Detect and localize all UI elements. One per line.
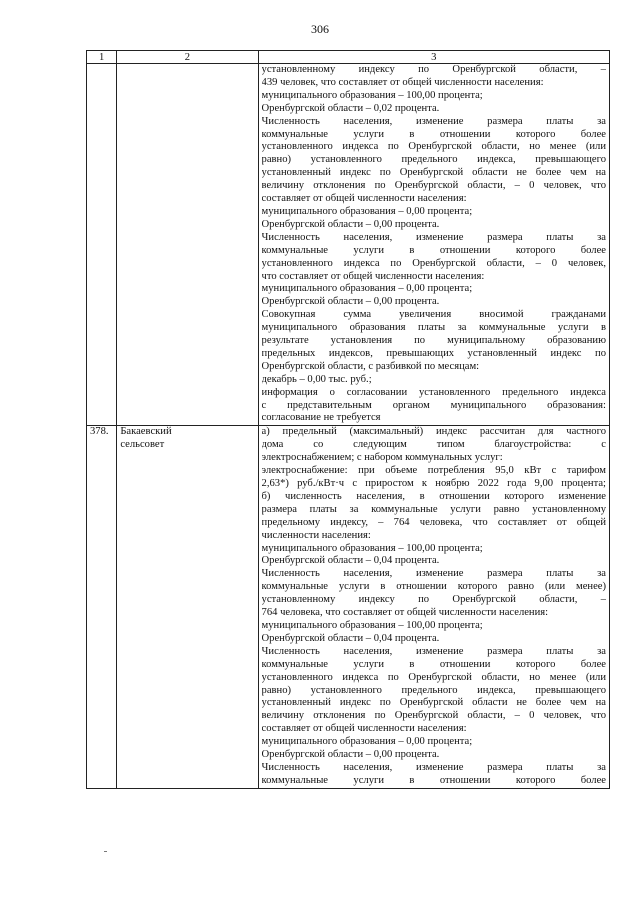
tariff-table: [86, 50, 610, 789]
text-line: коммунальные услуги в отношении которого более: [261, 658, 606, 670]
row-number-cell: [87, 64, 117, 426]
text-line: Численность населения, изменение размера платы за: [261, 568, 606, 580]
municipality-cell: [117, 64, 258, 426]
table-row-378: [87, 426, 610, 788]
scan-speck: [104, 851, 107, 852]
text-line: результате установления по муниципальному образованию: [261, 335, 606, 347]
text-line: коммунальные услуги в отношении которого более: [261, 128, 606, 140]
text-line: составляет от общей численности населения:: [261, 193, 467, 205]
page-number: 306: [311, 22, 329, 36]
text-line: коммунальные услуги в отношении которого равно (или менее): [261, 581, 606, 593]
text-line: установленному индексу по Оренбургской области, –: [261, 64, 606, 75]
text-line: Оренбургской области – 0,00 процента.: [261, 296, 440, 308]
text-line: муниципального образования – 100,00 процента;: [261, 542, 483, 554]
text-line: Оренбургской области – 0,04 процента.: [261, 632, 440, 644]
description-cell: [258, 426, 609, 788]
text-line: муниципального образования платы за коммунальные услуги в: [261, 322, 606, 334]
text-line: Оренбургской области – 0,00 процента.: [261, 218, 440, 230]
text-line: муниципального образования – 100,00 процента;: [261, 89, 483, 101]
text-line: установленного индекса по Оренбургской области, но менее (или: [261, 671, 606, 683]
text-line: установленный индекс по Оренбургской области не более чем на: [261, 167, 606, 179]
text-line: установленному индексу по Оренбургской области, –: [261, 594, 606, 606]
row-number-cell: 378.: [87, 426, 117, 788]
text-line: дома со следующим типом благоустройства: с: [261, 439, 606, 451]
header-col-3: 3: [258, 51, 609, 64]
text-line: 439 человек, что составляет от общей численности населения:: [261, 76, 544, 88]
text-line: Численность населения, изменение размера платы за: [261, 645, 606, 657]
text-line: Оренбургской области – 0,00 процента.: [261, 749, 440, 761]
table-header-row: [87, 51, 610, 64]
text-line: величину отклонения по Оренбургской области, – 0 человек, что: [261, 180, 606, 192]
text-line: декабрь – 0,00 тыс. руб.;: [261, 373, 372, 385]
text-line: Численность населения, изменение размера платы за: [261, 761, 606, 773]
text-line: Оренбургской области – 0,04 процента.: [261, 555, 440, 567]
text-line: установленного индекса по Оренбургской области, но менее (или: [261, 141, 606, 153]
text-line: электроснабжение: при объеме потребления 95,0 кВт с тарифом: [261, 465, 606, 477]
text-line: муниципального образования – 0,00 процента;: [261, 283, 473, 295]
table-row-continued: [87, 64, 610, 426]
text-line: Оренбургской области – 0,02 процента.: [261, 102, 440, 114]
text-line: Оренбургской области, с разбивкой по месяцам:: [261, 360, 480, 372]
description-text: [262, 426, 606, 787]
description-text: [262, 64, 606, 425]
municipality-cell: [117, 426, 258, 788]
text-line: составляет от общей численности населения:: [261, 723, 467, 735]
text-line: а) предельный (максимальный) индекс рассчитан для частного: [261, 426, 606, 438]
municipality-name-line: Бакаевский: [120, 426, 172, 438]
text-line: Совокупная сумма увеличения вносимой гражданами: [261, 309, 606, 321]
municipality-name-line: сельсовет: [120, 439, 165, 451]
text-line: предельных индексов, превышающих установленный индекс по: [261, 347, 606, 359]
text-line: б) численность населения, в отношении которого изменение: [261, 490, 606, 502]
text-line: муниципального образования – 0,00 процента;: [261, 736, 473, 748]
text-line: установленного индекса по Оренбургской области, – 0 человек,: [261, 257, 606, 269]
text-line: 2,63*) руб./кВт·ч с приростом к ноябрю 2022 года 9,00 процента;: [261, 478, 606, 489]
text-line: коммунальные услуги в отношении которого более: [261, 244, 606, 256]
text-line: муниципального образования – 0,00 процента;: [261, 205, 473, 217]
text-line: равно) установленного предельного индекса, превышающего: [261, 684, 606, 696]
text-line: равно) установленного предельного индекса, превышающего: [261, 154, 606, 166]
text-line: численности населения:: [261, 529, 371, 541]
text-line: коммунальные услуги в отношении которого более: [261, 774, 606, 786]
text-line: электроснабжением; с набором коммунальных услуг:: [261, 452, 503, 464]
text-line: информация о согласовании установленного предельного индекса: [261, 386, 606, 398]
text-line: установленный индекс по Оренбургской области не более чем на: [261, 697, 606, 709]
text-line: что составляет от общей численности населения:: [261, 270, 485, 282]
header-col-2: 2: [117, 51, 258, 64]
text-line: предельному индексу, – 764 человека, что составляет от общей: [261, 516, 606, 528]
text-line: Численность населения, изменение размера платы за: [261, 231, 606, 243]
description-cell: [258, 64, 609, 426]
text-line: 764 человека, что составляет от общей численности населения:: [261, 607, 549, 619]
text-line: величину отклонения по Оренбургской области, – 0 человек, что: [261, 710, 606, 722]
text-line: муниципального образования – 100,00 процента;: [261, 619, 483, 631]
header-col-1: 1: [87, 51, 117, 64]
text-line: с представительным органом муниципального образования:: [261, 399, 606, 411]
text-line: размера платы за коммунальные услуги равно установленному: [261, 503, 606, 515]
text-line: Численность населения, изменение размера платы за: [261, 115, 606, 127]
text-line: согласование не требуется: [261, 412, 381, 424]
